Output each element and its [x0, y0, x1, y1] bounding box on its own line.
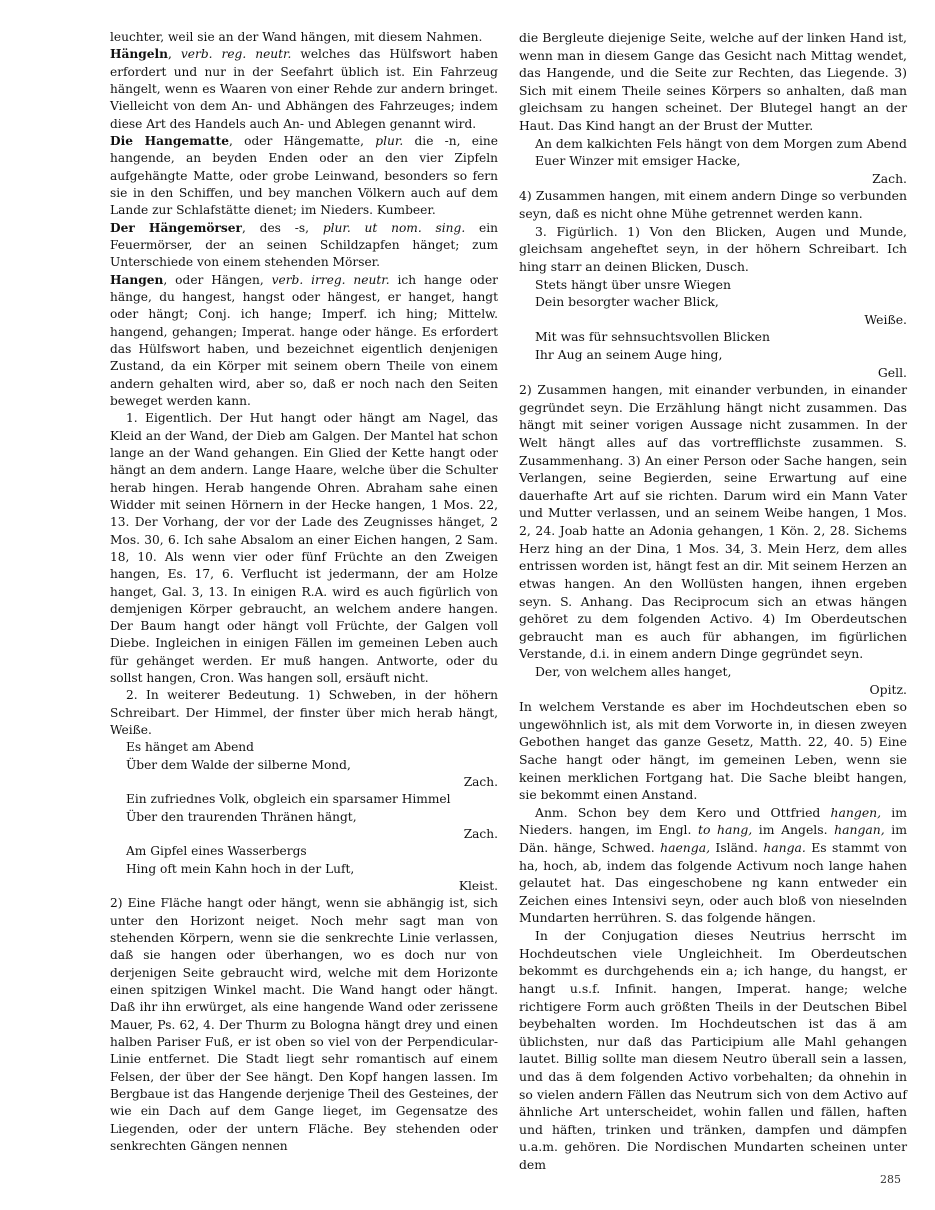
entry-hangen [110, 272, 498, 411]
entry-text: , oder Hängematte, [228, 133, 376, 148]
verse-line: Hing oft mein Kahn hoch in der Luft, [126, 861, 355, 876]
grammar-note: verb. irreg. neutr. [271, 272, 390, 287]
quote-attribution: Opitz. [869, 681, 907, 697]
quote-attribution: Weiße. [864, 311, 907, 327]
paragraph: die Bergleute diejenige Seite, welche auf der linken Hand ist, wenn man in diesem Gange das Gesicht nach Mittag wendet, das Hangende, und die Seite zur Rechten, das Liegende. 3) Sich mit einem Theile seines Körpers so anhalten, daß man gleichsam zu hangen scheinet. Der Blutegel hangt an der Haut. Das Kind hangt an der Brust der Mutter. [519, 30, 907, 134]
quote-attribution: Zach. [463, 827, 498, 842]
paragraph: In welchem Verstande es aber im Hochdeutschen eben so ungewöhnlich ist, als mit dem Vorworte in, in diesen zweyen Gebothen hanget das ganze Gesetz, Matth. 22, 40. 5) Eine Sache hangt oder hängt, im gemeinen Leben, wenn sie keinen merklichen Fortgang hat. Die Sache bleibt hangen, sie bekommt einen Anstand. [519, 699, 907, 803]
note-text: Anm. Schon bey dem Kero und Ottfried [535, 804, 831, 820]
cited-word: hanga. [763, 840, 806, 856]
entry-hangematte [110, 133, 498, 220]
entry-text: , oder Hängen, [163, 272, 272, 287]
verse-line: Ein zufriednes Volk, obgleich ein sparsamer Himmel [126, 792, 451, 807]
verse-line: Euer Winzer mit emsiger Hacke, [535, 153, 741, 169]
entry-text: welches das Hülfswort haben erfordert und nur in der Seefahrt üblich ist. Ein Fahrzeug hängelt, wenn es Waaren von einer Rehde zur andern bringet. Vielleicht von dem An- und Abhängen des Fahrzeuges; indem diese Art des Handels auch An- und Ablegen genannt wird. [110, 47, 499, 131]
verse-line: An dem kalkichten Fels hängt von dem Morgen zum Abend [535, 135, 907, 151]
note-text: Es stammt von ha, hoch, ab, indem das folgende Activum noch lange hahen gelautet hat. Das eingeschobene ng kann entweder ein Zeichen eines Intensivi seyn, oder auch bloß von nieselnden Mundarten herrühren. S. das folgende hängen. [519, 840, 907, 926]
verse-line: Mit was für sehnsuchtsvollen Blicken [535, 329, 770, 345]
paragraph: leuchter, weil sie an der Wand hängen, mit diesem Nahmen. [110, 30, 483, 44]
headword: Die Hangematte [110, 133, 229, 148]
verse-line: Stets hängt über unsre Wiegen [535, 276, 731, 292]
paragraph: 4) Zusammen hangen, mit einem andern Dinge so verbunden seyn, daß es nicht ohne Mühe getrennet werden kann. [519, 188, 907, 222]
verse-line: Es hänget am Abend [126, 740, 254, 755]
verse-line: Über den traurenden Thränen hängt, [126, 809, 357, 824]
etymology-note [519, 804, 907, 927]
cited-word: haenga, [660, 840, 711, 856]
headword: Hängeln [110, 47, 169, 62]
quote-attribution: Zach. [463, 775, 498, 790]
note-text: Isländ. [710, 840, 764, 856]
grammar-note: plur. [375, 133, 404, 148]
paragraph: 2. In weiterer Bedeutung. 1) Schweben, in der höhern Schreibart. Der Himmel, der finster über mich herab hängt, Weiße. [110, 688, 498, 738]
paragraph: 1. Eigentlich. Der Hut hangt oder hängt am Nagel, das Kleid an der Wand, der Dieb am Galgen. Der Mantel hat schon lange an der Wand gehangen. Ein Glied der Kette hangt oder hängt an dem andern. Lange Haare, welche über die Schulter herab hingen. Herab hangende Ohren. Abraham sahe einen Widder mit seinen Hörnern in der Hecke hangen, 1 Mos. 22, 13. Der Vorhang, der vor der Lade des Zeugnisses hänget, 2 Mos. 30, 6. Ich sahe Absalom an einer Eichen hangen, 2 Sam. 18, 10. Als wenn vier oder fünf Früchte an den Zweigen hangen, Es. 17, 6. Verflucht ist jedermann, der am Holze hanget, Gal. 3, 13. In einigen R.A. wird es auch figürlich von demjenigen Körper gebraucht, an welchem andere hangen. Der Baum hangt oder hängt voll Früchte, der Galgen voll Diebe. Ingleichen in einigen Fällen im gemeinen Leben auch für gehänget werden. Er muß hangen. Antworte, oder du sollst hangen, Cron. Was hangen soll, ersäuft nicht. [110, 411, 498, 686]
headword: Hangen [110, 272, 164, 287]
entry-text: ein Feuermörser, der an seinen Schildzapfen hänget; zum Unterschiede von einem stehenden Mörser. [110, 220, 498, 270]
note-text: im Nieders. hangen, im Engl. [519, 804, 907, 838]
paragraph: In der Conjugation dieses Neutrius herrscht im Hochdeutschen viele Ungleichheit. Im Oberdeutschen bekommt es durchgehends ein a; ich hange, du hangst, er hangt u.s.f. Infinit. hangen, Imperat. hange; welche richtigere Form auch größten Theils in der Deutschen Bibel beybehalten worden. Im Hochdeutschen ist das ä am üblichsten, nur daß das Participium alle Mahl gehangen lautet. Billig sollte man diesem Neutro überall sein a lassen, und das ä dem folgenden Activo vorbehalten; da ohnehin in so vielen andern Fällen das Neutrum sich von dem Activo auf ähnliche Art unterscheidet, wohin fallen und fällen, haften und häften, trinken und tränken, dampfen und dämpfen u.a.m. gehören. Die Nordischen Mundarten scheinen unter dem [519, 928, 907, 1172]
entry-text: die -n, eine hangende, an beyden Enden oder an den vier Zipfeln aufgehängte Matte, oder grobe Leinwand, besonders so fern sie in den Schiffen, und bey manchen Völkern auch auf dem Lande zur Schlafstätte dienet; im Nieders. Kumbeer. [110, 133, 498, 218]
verse-line: Der, von welchem alles hanget, [535, 663, 732, 679]
verse-line: Über dem Walde der silberne Mond, [126, 757, 351, 772]
grammar-note: verb. reg. neutr. [180, 47, 292, 62]
cited-word: to hang, [698, 822, 753, 838]
verse-line: Ihr Aug an seinem Auge hing, [535, 346, 723, 362]
paragraph: 2) Zusammen hangen, mit einander verbunden, in einander gegründet seyn. Die Erzählung hängt nicht zusammen. Das hängt mit seiner vorigen Aussage nicht zusammen. In der Welt hängt alles auf das vortrefflichste zusammen. S. Zusammenhang. 3) An einer Person oder Sache hangen, sein Verlangen, seine Begierden, seine Erwartung auf eine dauerhafte Art auf sie richten. Darum wird ein Mann Vater und Mutter verlassen, und an seinem Weibe hangen, 1 Mos. 2, 24. Joab hatte an Adonia gehangen, 1 Kön. 2, 28. Sichems Herz hing an der Dina, 1 Mos. 34, 3. Mein Herz, dem alles entrissen worden ist, hängt fest an dir. Mit seinem Herzen an etwas hangen. An den Wollüsten hangen, ihnen ergeben seyn. S. Anhang. Das Reciprocum sich an etwas hängen gehöret zu dem folgenden Activo. 4) Im Oberdeutschen gebraucht man es auch für abhangen, im figürlichen Verstande, d.i. in einem andern Dinge gegründet seyn. [519, 382, 907, 662]
entry-text: , des -s, [241, 220, 323, 235]
headword: Der Hängemörser [110, 220, 242, 235]
grammar-note: plur. ut nom. sing. [322, 220, 466, 235]
paragraph: 2) Eine Fläche hangt oder hängt, wenn sie abhängig ist, sich unter den Horizont neiget. Noch mehr sagt man von stehenden Körpern, wenn sie die senkrechte Linie verlassen, daß sie hangen oder überhangen, wo es doch nur von derjenigen Seite gebraucht wird, welche mit dem Horizonte einen spitzigen Winkel macht. Die Wand hangt oder hängt. Daß ihr ihn erwürget, als eine hangende Wand oder zerissene Mauer, Ps. 62, 4. Der Thurm zu Bologna hängt drey und einen halben Pariser Fuß, er ist oben so viel von der Perpendicular-Linie entfernet. Die Stadt liegt sehr romantisch auf einem Felsen, der über der See hängt. Den Kopf hangen lassen. Im Bergbaue ist das Hangende derjenige Theil des Gesteines, der wie ein Dach auf dem Gange lieget, im Gegensatze des Liegenden, oder der untern Fläche. Bey stehenden oder senkrechten Gängen nennen [110, 896, 498, 1153]
entry-haengemoerser [110, 220, 498, 272]
cited-word: hangen, [830, 804, 882, 820]
verse-line: Dein besorgter wacher Blick, [535, 294, 719, 310]
quote-attribution: Gell. [877, 364, 907, 380]
right-column [519, 29, 907, 1174]
note-text: im Angels. [752, 822, 835, 838]
note-text: im Dän. hänge, Schwed. [519, 822, 907, 856]
paragraph: 3. Figürlich. 1) Von den Blicken, Augen und Munde, gleichsam angeheftet seyn, in der höhern Schreibart. Ich hing starr an deinen Blicken, Dusch. [519, 223, 907, 274]
left-column [110, 29, 498, 1155]
verse-line: Am Gipfel eines Wasserbergs [126, 844, 307, 859]
entry-haengeln: Hängeln, verb. reg. neutr. welches das Hülfswort haben erfordert und nur in der Seefahrt üblich ist. Ein Fahrzeug hängelt, wenn es Waaren von einer Rehde zur andern bringet. Vielleicht von dem An- und Abhängen des Fahrzeuges; indem diese Art des Handels auch An- und Ablegen genannt wird. [110, 47, 499, 131]
cited-word: hangan, [834, 822, 885, 838]
quote-attribution: Kleist. [458, 879, 498, 894]
quote-attribution: Zach. [872, 170, 907, 186]
page-number: 285 [880, 1173, 901, 1186]
entry-text: ich hange oder hänge, du hangest, hangst oder hängest, er hanget, hangt oder hängt; Conj. ich hange; Imperf. ich hing; Mittelw. hangend, gehangen; Imperat. hange oder hänge. Es erfordert das Hülfswort haben, und bezeichnet eigentlich denjenigen Zustand, da ein Körper mit seinem obern Theile von einem andern gehalten wird, aber so, daß er noch nach den Seiten beweget werden kann. [110, 272, 498, 408]
